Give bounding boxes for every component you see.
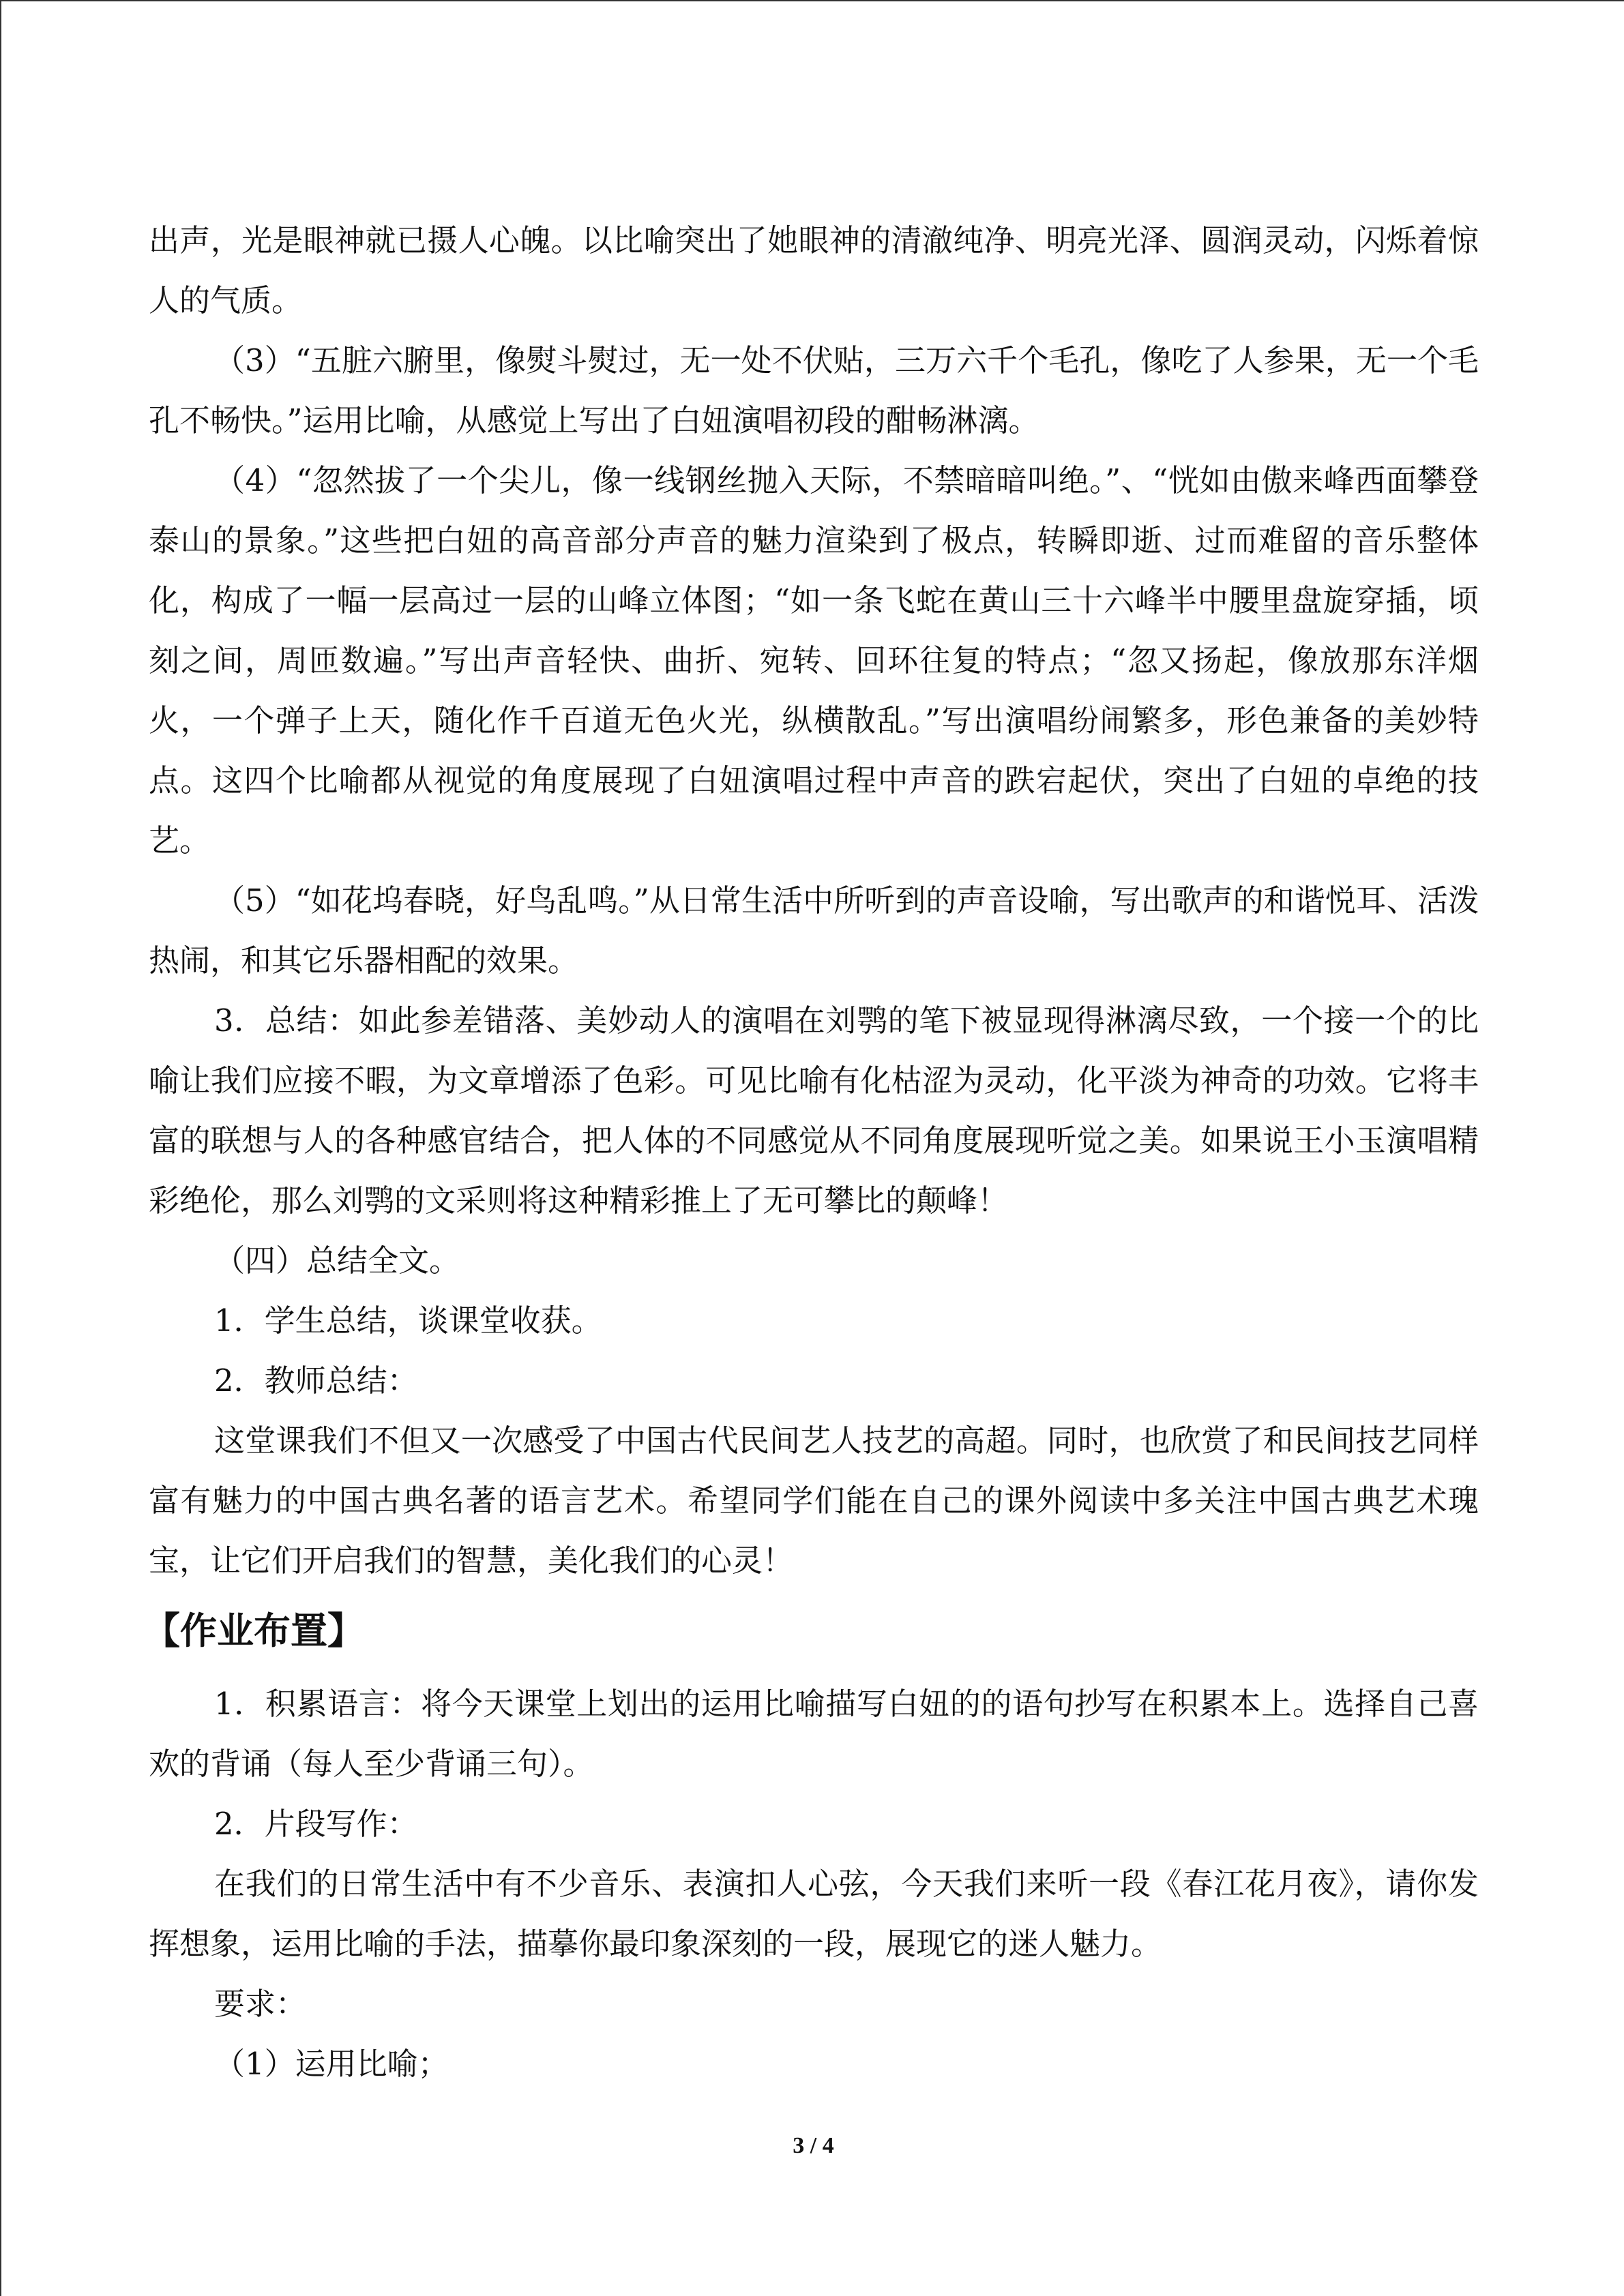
paragraphs-before <box>149 211 1479 1591</box>
paragraph: 2．片段写作： <box>214 1806 418 1842</box>
paragraph: 1．学生总结，谈课堂收获。 <box>214 1302 602 1339</box>
paragraph: 这堂课我们不但又一次感受了中国古代民间艺人技艺的高超。同时，也欣赏了和民间技艺同样富有魅力的中国古典名著的语言艺术。希望同学们能在自己的课外阅读中多关注中国古典艺术瑰宝，让它们开启我们的智慧，美化我们的心灵！ <box>149 1422 1479 1579</box>
paragraph: 1．积累语言：将今天课堂上划出的运用比喻描写白妞的的语句抄写在积累本上。选择自己喜欢的背诵（每人至少背诵三句）。 <box>149 1686 1479 1782</box>
paragraph: 在我们的日常生活中有不少音乐、表演扣人心弦，今天我们来听一段《春江花月夜》，请你发挥想象，运用比喻的手法，描摹你最印象深刻的一段，展现它的迷人魅力。 <box>149 1866 1479 1962</box>
document-body <box>143 211 1479 2094</box>
paragraph: 3．总结：如此参差错落、美妙动人的演唱在刘鹗的笔下被显现得淋漓尽致，一个接一个的比喻让我们应接不暇，为文章增添了色彩。可见比喻有化枯涩为灵动，化平淡为神奇的功效。它将丰富的联想与人的各种感官结合，把人体的不同感觉从不同角度展现听觉之美。如果说王小玉演唱精彩绝伦，那么刘鹗的文采则将这种精彩推上了无可攀比的颠峰！ <box>149 1002 1479 1219</box>
paragraph: （四）总结全文。 <box>214 1242 460 1279</box>
section-heading: 【作业布置】 <box>143 1609 364 1652</box>
paragraph: （4）“忽然拔了一个尖儿，像一线钢丝抛入天际，不禁暗暗叫绝。”、“恍如由傲来峰西面攀登泰山的景象。”这些把白妞的高音部分声音的魅力渲染到了极点，转瞬即逝、过而难留的音乐整体化，构成了一幅一层高过一层的山峰立体图；“如一条飞蛇在黄山三十六峰半中腰里盘旋穿插，顷刻之间，周匝数遍。”写出声音轻快、曲折、宛转、回环往复的特点；“忽又扬起，像放那东洋烟火，一个弹子上天，随化作千百道无色火光，纵横散乱。”写出演唱纷闹繁多，形色兼备的美妙特点。这四个比喻都从视觉的角度展现了白妞演唱过程中声音的跌宕起伏，突出了白妞的卓绝的技艺。 <box>149 462 1479 859</box>
page-number: 3 / 4 <box>793 2133 834 2158</box>
paragraph: （5）“如花坞春晓，好鸟乱鸣。”从日常生活中所听到的声音设喻，写出歌声的和谐悦耳、活泼热闹，和其它乐器相配的效果。 <box>149 882 1479 979</box>
paragraph: （1）运用比喻； <box>214 2046 449 2082</box>
paragraphs-after <box>149 1674 1479 2094</box>
paragraph: 2．教师总结： <box>214 1362 418 1399</box>
paragraph: 出声，光是眼神就已摄人心魄。以比喻突出了她眼神的清澈纯净、明亮光泽、圆润灵动，闪烁着惊人的气质。 <box>149 222 1479 318</box>
paragraph: 要求： <box>214 1986 307 2022</box>
paragraph: （3）“五脏六腑里，像熨斗熨过，无一处不伏贴，三万六千个毛孔，像吃了人参果，无一个毛孔不畅快。”运用比喻，从感觉上写出了白妞演唱初段的酣畅淋漓。 <box>149 342 1479 438</box>
